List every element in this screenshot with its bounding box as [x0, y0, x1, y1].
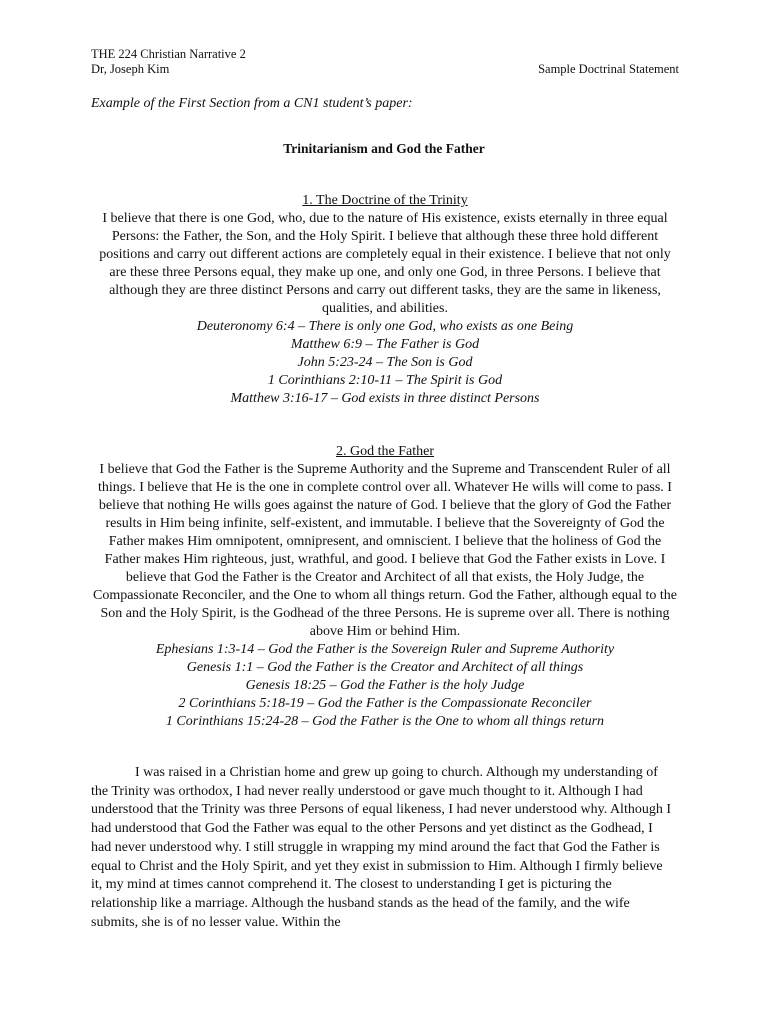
- reference-item: Matthew 3:16-17 – God exists in three distinct Persons: [230, 391, 540, 406]
- document-type: Sample Doctrinal Statement: [538, 62, 679, 76]
- section-body: I believe that God the Father is the Supreme Authority and the Supreme and Transcendent Ruler of all things. I believe that He is the one in complete control over all. Whatever He wills will come to pass. I believe that nothing He wills goes against the nature of God. I believe that the glory of God the Father results in Him being infinite, self-existent, and immutable. I believe that the Sovereignty of God the Father makes Him omnipotent, omnipresent, and omniscient. I believe that the holiness of God the Father makes Him righteous, just, wrathful, and good. I believe that God the Father exists in Love. I believe that God the Father is the Creator and Architect of all that exists, the Holy Judge, the Compassionate Reconciler, and the One to whom all things return. God the Father, although equal to the Son and the Holy Spirit, is the Godhead of the three Persons. He is supreme over all. There is nothing above Him or behind Him.: [92, 462, 678, 639]
- reference-list: [90, 318, 680, 408]
- reference-item: 1 Corinthians 2:10-11 – The Spirit is God: [267, 373, 503, 388]
- section-trinity: [90, 192, 680, 408]
- reference-item: Matthew 6:9 – The Father is God: [290, 337, 480, 352]
- section-body: I believe that there is one God, who, due to the nature of His existence, exists eternally in three equal Persons: the Father, the Son, and the Holy Spirit. I believe that although these three hold different positions and carry out different actions are completely equal in their existence. I believe that not only are these three Persons equal, they make up one, and only one God, in three Persons. I believe that although they are three distinct Persons and carry out different tasks, they are the same in likeness, qualities, and abilities.: [99, 211, 671, 316]
- reflection-paragraph: I was raised in a Christian home and grew up going to church. Although my understanding of the Trinity was orthodox, I had never really understood or gave much thought to it. Although I had understood that the Trinity was three Persons of equal likeness, I had never understood why. Although I had understood that God the Father was equal to the other Persons and yet distinct as the Godhead, I had never understood why. I still struggle in wrapping my mind around the fact that God the Father is equal to Christ and the Holy Spirit, and yet they exist in submission to Him. Although I firmly believe it, my mind at times cannot comprehend it. The closest to understanding I get is picturing the relationship like a marriage. Although the husband stands as the head of the family, and the wife submits, she is of no lesser value. Within the: [91, 765, 672, 930]
- reference-item: 1 Corinthians 15:24-28 – God the Father is the One to whom all things return: [165, 714, 605, 729]
- section-god-the-father: [90, 443, 680, 731]
- reference-list: [90, 641, 680, 731]
- intro-line: Example of the First Section from a CN1 student’s paper:: [91, 96, 413, 111]
- reference-item: Ephesians 1:3-14 – God the Father is the Sovereign Ruler and Supreme Authority: [155, 642, 615, 657]
- reference-item: Genesis 1:1 – God the Father is the Creator and Architect of all things: [186, 660, 584, 675]
- section-heading: 2. God the Father: [336, 444, 434, 459]
- reference-item: 2 Corinthians 5:18-19 – God the Father is the Compassionate Reconciler: [178, 696, 592, 711]
- document-header: [91, 47, 679, 77]
- reference-item: John 5:23-24 – The Son is God: [297, 355, 473, 370]
- reference-item: Genesis 18:25 – God the Father is the holy Judge: [245, 678, 525, 693]
- reference-item: Deuteronomy 6:4 – There is only one God, who exists as one Being: [196, 319, 574, 334]
- course-title: THE 224 Christian Narrative 2: [91, 47, 246, 61]
- instructor-name: Dr, Joseph Kim: [91, 62, 170, 76]
- section-heading: 1. The Doctrine of the Trinity: [302, 193, 468, 208]
- page-title: Trinitarianism and God the Father: [283, 141, 485, 156]
